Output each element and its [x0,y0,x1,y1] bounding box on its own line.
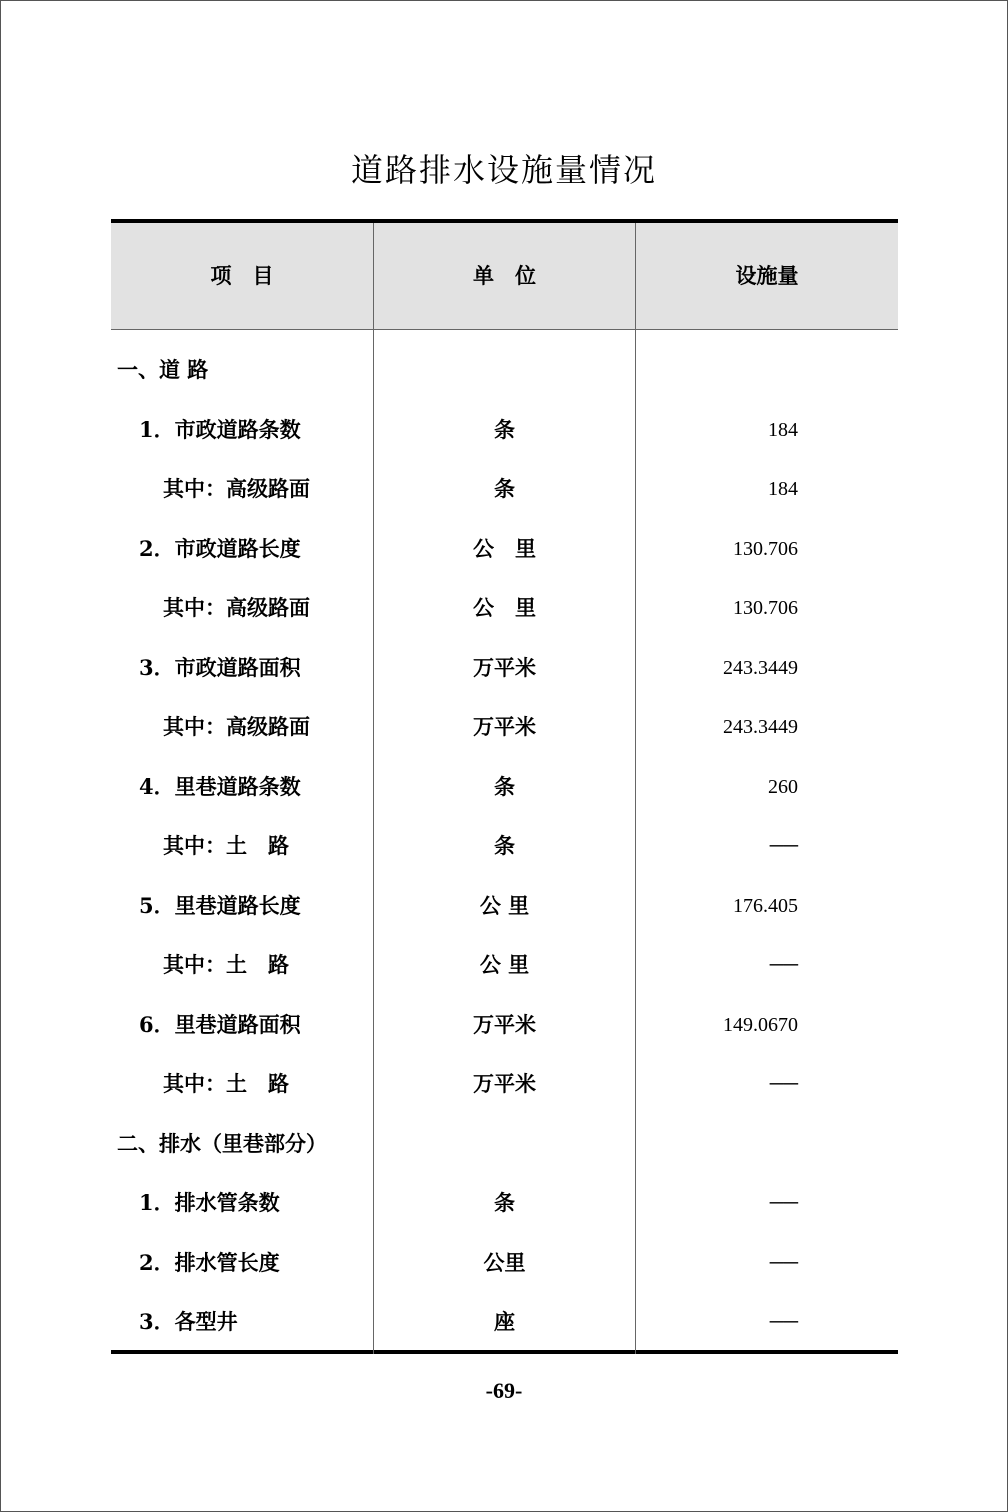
row-unit: 座 [494,1309,515,1334]
row-item: 2．排水管长度 [139,1249,280,1275]
row-item: 其中：土 路 [163,833,289,858]
row-unit: 公 里 [479,952,530,977]
table-row [111,757,898,816]
table-row [111,995,898,1054]
row-value: 130.706 [733,537,798,560]
row-unit: 万平米 [473,654,536,680]
row-unit [374,1114,635,1173]
row-item: 4．里巷道路条数 [139,773,301,799]
row-unit: 条 [494,1190,515,1215]
row-value: 184 [768,418,798,441]
table-row [111,1054,898,1113]
header-item: 项 目 [210,263,274,288]
table-row [111,519,898,578]
row-unit: 公 里 [479,892,530,918]
row-unit [374,340,635,399]
table-row [111,935,898,994]
table-row [111,638,898,697]
page-number: -69- [485,1378,523,1403]
header-unit: 单 位 [473,263,536,288]
table-row [111,340,898,399]
row-value: 176.405 [733,894,798,917]
page-title: 道路排水设施量情况 [350,151,657,189]
header-value: 设施量 [735,263,799,288]
row-item: 其中：土 路 [163,1071,289,1096]
row-item: 3．各型井 [139,1309,238,1334]
row-item: 6．里巷道路面积 [139,1011,301,1037]
row-item: 二、排水（里巷部分） [117,1130,327,1156]
table-row [111,459,898,518]
table-row [111,1292,898,1351]
row-value: 149.0670 [723,1013,798,1036]
row-value: ── [769,1311,798,1333]
row-value: ── [769,1192,798,1214]
table-row [111,876,898,935]
row-unit: 公 里 [473,595,536,620]
table-row [111,1114,898,1173]
row-item: 1．排水管条数 [139,1190,280,1215]
row-value: 243.3449 [723,656,798,679]
row-unit: 条 [494,773,515,799]
row-value: 260 [768,775,798,798]
row-item: 3．市政道路面积 [139,654,301,680]
row-item: 其中：高级路面 [163,595,310,620]
row-value: 130.706 [733,597,798,619]
row-unit: 公里 [483,1249,526,1275]
row-item: 1．市政道路条数 [139,416,301,442]
row-unit: 万平米 [473,1071,536,1096]
row-item: 2．市政道路长度 [139,535,301,561]
facility-table [111,219,898,1354]
table-header [111,223,898,330]
row-value: ── [769,1073,798,1095]
row-unit: 条 [494,476,515,501]
table-row [111,1173,898,1232]
table-row [111,1233,898,1292]
row-item: 一、道 路 [117,357,209,382]
row-item: 其中：土 路 [163,952,289,977]
row-unit: 条 [494,833,515,858]
row-value: ── [769,1251,798,1274]
table-row [111,697,898,756]
row-item: 其中：高级路面 [163,476,310,501]
row-value: 243.3449 [723,716,798,738]
row-unit: 万平米 [473,714,536,739]
row-unit: 公 里 [473,535,536,561]
table-row [111,578,898,637]
row-value: ── [769,954,798,976]
row-item: 5．里巷道路长度 [139,892,301,918]
row-unit: 万平米 [473,1011,536,1037]
row-value: 184 [768,478,798,500]
table-row [111,400,898,459]
table-row [111,816,898,875]
row-unit: 条 [494,416,515,442]
row-item: 其中：高级路面 [163,714,310,739]
row-value: ── [769,835,798,857]
